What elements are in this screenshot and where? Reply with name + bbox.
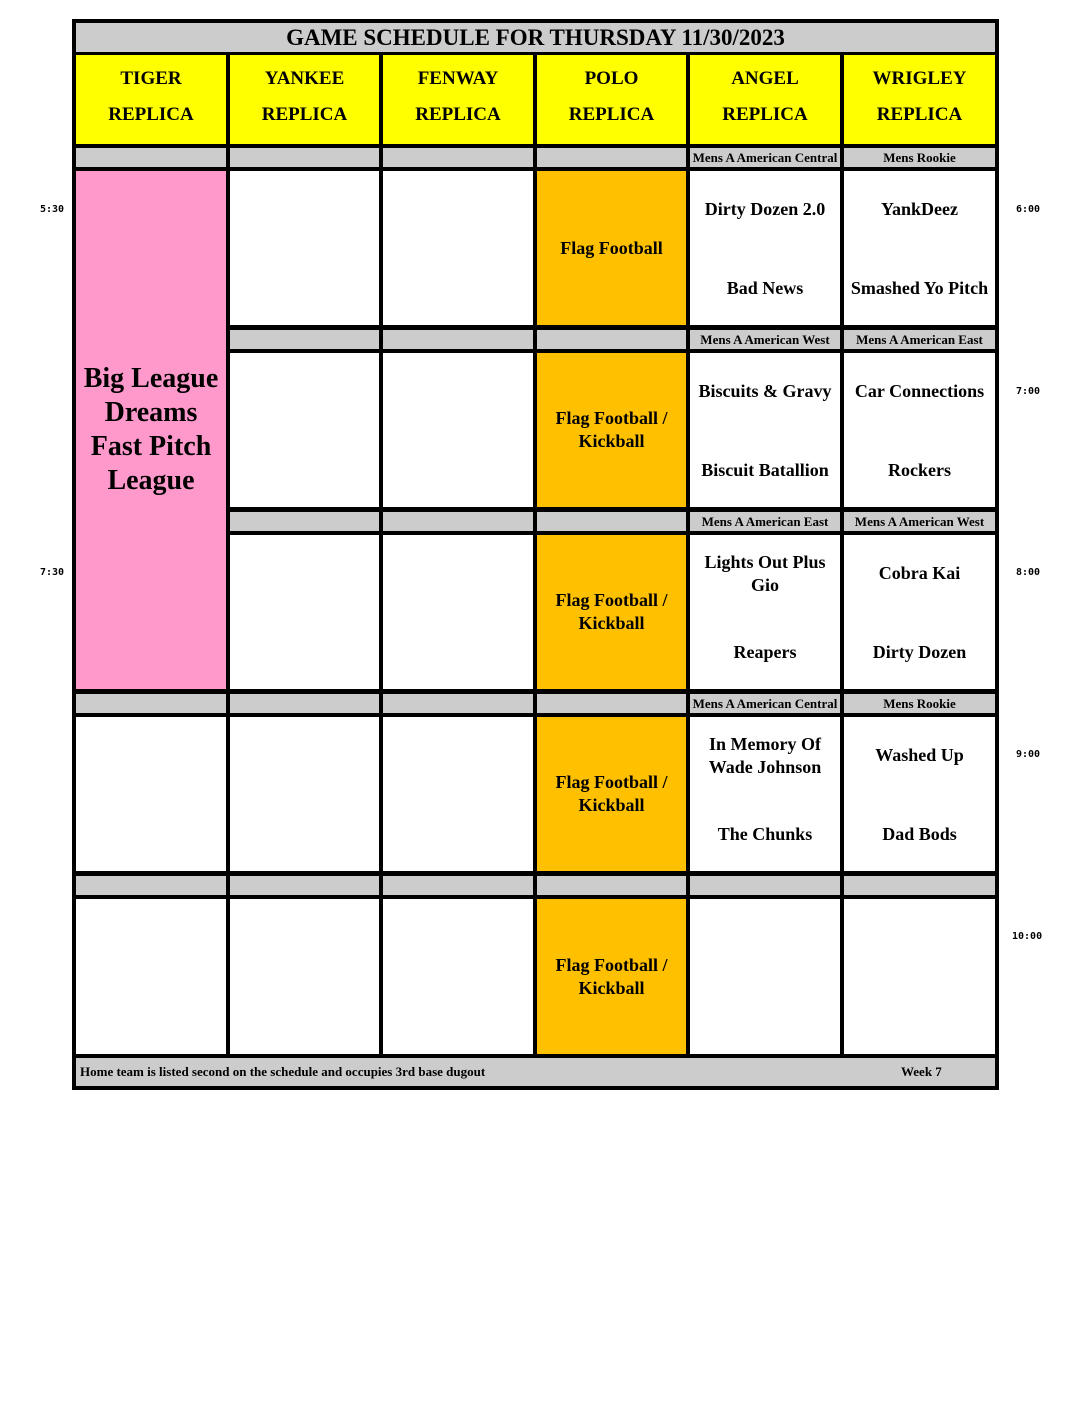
home-team: Biscuit Batallion xyxy=(701,460,829,480)
home-team: Rockers xyxy=(888,460,951,480)
fenway-slot xyxy=(383,899,533,1054)
time-label-left: 5:30 xyxy=(40,204,65,215)
angel-division-label: Mens A American West xyxy=(690,330,840,349)
home-team: The Chunks xyxy=(717,824,813,844)
angel-game xyxy=(690,353,840,507)
angel-division-label: Mens A American Central xyxy=(690,148,840,167)
yankee-slot xyxy=(230,535,379,689)
wrigley-division-label: Mens Rookie xyxy=(844,148,995,167)
field-header-wrigley: WRIGLEY REPLICA xyxy=(844,55,995,144)
wrigley-slot xyxy=(844,899,995,1054)
field-header-tiger: TIGER REPLICA xyxy=(76,55,226,144)
angel-game xyxy=(690,171,840,325)
field-header-polo: POLO REPLICA xyxy=(537,55,686,144)
away-team: Dirty Dozen 2.0 xyxy=(704,199,826,219)
angel-division-label xyxy=(690,876,840,895)
wrigley-game xyxy=(844,353,995,507)
polo-gray-bar xyxy=(537,148,686,167)
time-label-right: 9:00 xyxy=(1016,749,1041,760)
schedule-table xyxy=(72,19,999,1090)
away-team: Lights Out Plus Gio xyxy=(704,552,826,595)
home-team: Reapers xyxy=(733,642,797,662)
home-team: Bad News xyxy=(726,278,804,298)
schedule-title: GAME SCHEDULE FOR THURSDAY 11/30/2023 xyxy=(76,23,995,52)
angel-game xyxy=(690,535,840,689)
time-label-right: 8:00 xyxy=(1016,567,1041,578)
yankee-gray-bar xyxy=(230,148,379,167)
polo-activity: Flag Football / Kickball xyxy=(537,717,686,871)
field-header-yankee: YANKEE REPLICA xyxy=(230,55,379,144)
away-team: Biscuits & Gravy xyxy=(698,381,832,401)
time-label-right: 7:00 xyxy=(1016,386,1041,397)
fenway-slot xyxy=(383,717,533,871)
home-team: Dirty Dozen xyxy=(872,642,967,662)
away-team: Cobra Kai xyxy=(878,563,961,583)
field-header-fenway: FENWAY REPLICA xyxy=(383,55,533,144)
polo-gray-bar xyxy=(537,330,686,349)
angel-division-label: Mens A American East xyxy=(690,512,840,531)
tiger-gray-bar-1 xyxy=(76,148,226,167)
yankee-slot xyxy=(230,899,379,1054)
schedule-footer xyxy=(76,1058,995,1086)
angel-slot xyxy=(690,899,840,1054)
home-team-note: Home team is listed second on the schedule and occupies 3rd base dugout xyxy=(80,1064,486,1079)
yankee-gray-bar xyxy=(230,694,379,713)
polo-activity: Flag Football / Kickball xyxy=(537,535,686,689)
polo-gray-bar xyxy=(537,694,686,713)
wrigley-division-label: Mens Rookie xyxy=(844,694,995,713)
yankee-gray-bar xyxy=(230,512,379,531)
angel-division-label: Mens A American Central xyxy=(690,694,840,713)
home-team: Dad Bods xyxy=(882,824,957,844)
fenway-gray-bar xyxy=(383,876,533,895)
yankee-slot xyxy=(230,717,379,871)
wrigley-division-label: Mens A American West xyxy=(844,512,995,531)
angel-game xyxy=(690,717,840,871)
fenway-gray-bar xyxy=(383,694,533,713)
wrigley-division-label: Mens A American East xyxy=(844,330,995,349)
time-label-left: 7:30 xyxy=(40,567,65,578)
polo-activity: Flag Football / Kickball xyxy=(537,899,686,1054)
fenway-slot xyxy=(383,353,533,507)
time-label-right: 6:00 xyxy=(1016,204,1041,215)
wrigley-game xyxy=(844,717,995,871)
yankee-slot xyxy=(230,353,379,507)
tiger-slot xyxy=(76,899,226,1054)
fenway-slot xyxy=(383,171,533,325)
fenway-gray-bar xyxy=(383,330,533,349)
yankee-gray-bar xyxy=(230,876,379,895)
field-header-angel: ANGEL REPLICA xyxy=(690,55,840,144)
fenway-slot xyxy=(383,535,533,689)
polo-activity: Flag Football / Kickball xyxy=(537,353,686,507)
tiger-gray-bar xyxy=(76,876,226,895)
polo-gray-bar xyxy=(537,876,686,895)
wrigley-division-label xyxy=(844,876,995,895)
wrigley-game xyxy=(844,535,995,689)
fenway-gray-bar xyxy=(383,512,533,531)
big-league-dreams-block: Big League Dreams Fast Pitch League xyxy=(76,171,226,689)
tiger-gray-bar xyxy=(76,694,226,713)
polo-gray-bar xyxy=(537,512,686,531)
time-label-right: 10:00 xyxy=(1012,931,1043,942)
polo-activity: Flag Football xyxy=(537,171,686,325)
yankee-slot xyxy=(230,171,379,325)
away-team: In Memory Of Wade Johnson xyxy=(708,734,822,777)
fenway-gray-bar xyxy=(383,148,533,167)
tiger-slot xyxy=(76,717,226,871)
yankee-gray-bar xyxy=(230,330,379,349)
away-team: YankDeez xyxy=(881,199,958,219)
week-label: Week 7 xyxy=(901,1064,942,1079)
wrigley-game xyxy=(844,171,995,325)
home-team: Smashed Yo Pitch xyxy=(850,278,989,298)
away-team: Car Connections xyxy=(854,381,985,401)
away-team: Washed Up xyxy=(875,745,964,765)
